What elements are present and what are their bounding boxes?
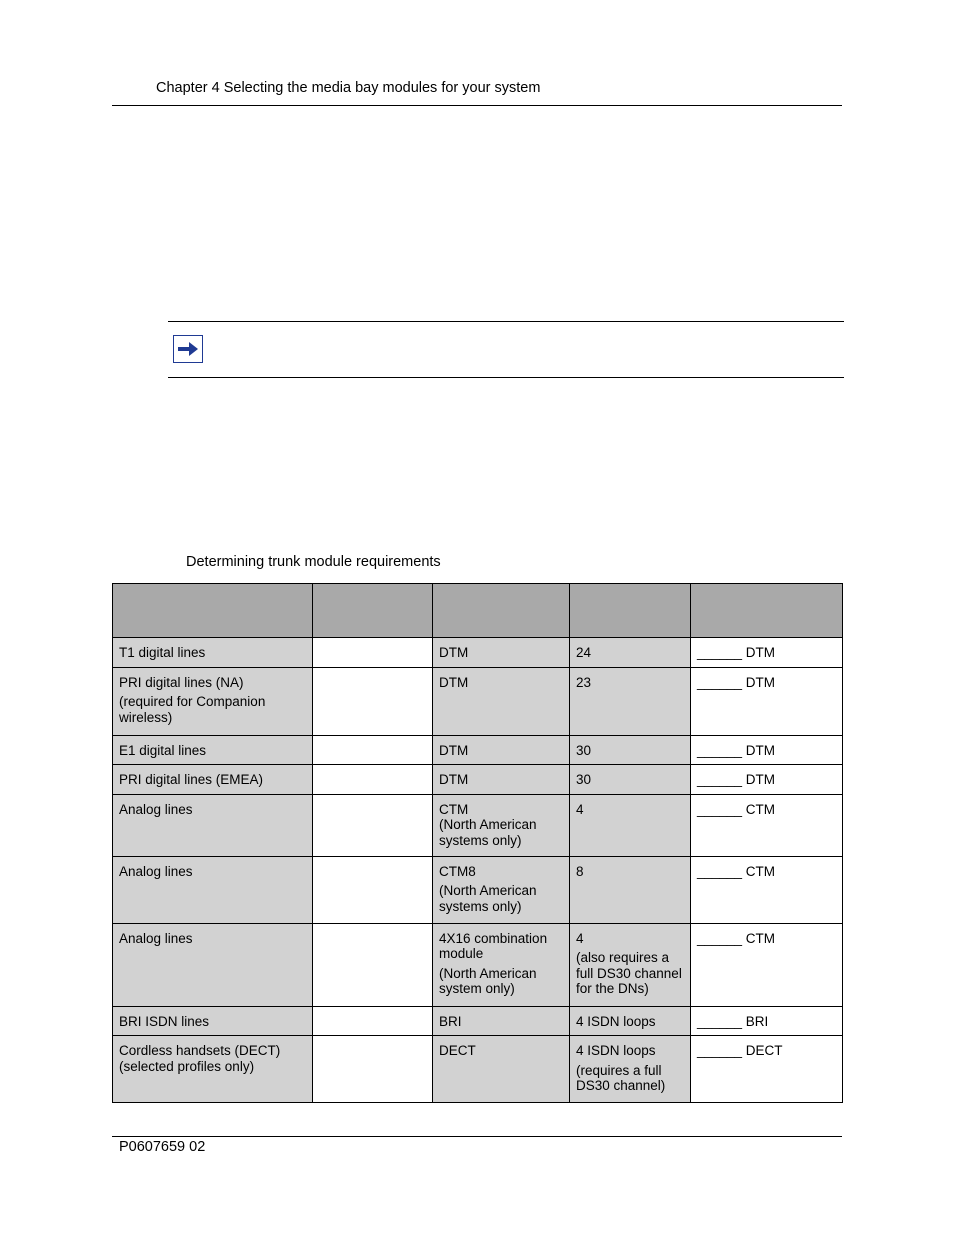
module-cell: DTM [433, 638, 570, 668]
quantity-cell [313, 856, 433, 923]
module-cell: DTM [433, 735, 570, 765]
quantity-cell [313, 765, 433, 795]
trunk-module-table [112, 583, 843, 1103]
capacity-cell: 4 ISDN loops (requires a full DS30 channel) [570, 1036, 691, 1103]
header-cell-capacity [570, 584, 691, 638]
quantity-cell [313, 1006, 433, 1036]
note-bottom-rule [168, 377, 844, 378]
header-cell-module [433, 584, 570, 638]
header-cell-modules-required [691, 584, 843, 638]
table-row [113, 794, 843, 856]
document-number: P0607659 02 [119, 1139, 206, 1155]
table-caption: Determining trunk module requirements [186, 554, 441, 570]
module-cell: BRI [433, 1006, 570, 1036]
quantity-cell [313, 1036, 433, 1103]
line-type-cell: PRI digital lines (EMEA) [113, 765, 313, 795]
quantity-cell [313, 667, 433, 735]
modules-required-cell: ______ DECT [691, 1036, 843, 1103]
table-row [113, 638, 843, 668]
capacity-cell: 8 [570, 856, 691, 923]
header-cell-line-type [113, 584, 313, 638]
module-cell: CTM8 (North American systems only) [433, 856, 570, 923]
module-cell: 4X16 combination module (North American system only) [433, 923, 570, 1006]
line-type-cell: PRI digital lines (NA) (required for Companion wireless) [113, 667, 313, 735]
capacity-cell: 30 [570, 765, 691, 795]
line-type-cell: T1 digital lines [113, 638, 313, 668]
table-row [113, 735, 843, 765]
header-rule [112, 105, 842, 106]
modules-required-cell: ______ CTM [691, 794, 843, 856]
table-row [113, 765, 843, 795]
module-cell: CTM (North American systems only) [433, 794, 570, 856]
line-type-cell: E1 digital lines [113, 735, 313, 765]
capacity-cell: 23 [570, 667, 691, 735]
header-cell-quantity [313, 584, 433, 638]
quantity-cell [313, 638, 433, 668]
running-header: Chapter 4 Selecting the media bay modules for your system [156, 80, 541, 96]
modules-required-cell: ______ DTM [691, 765, 843, 795]
line-type-cell: Analog lines [113, 856, 313, 923]
table-row [113, 1036, 843, 1103]
quantity-cell [313, 923, 433, 1006]
capacity-cell: 4 [570, 794, 691, 856]
quantity-cell [313, 794, 433, 856]
capacity-cell: 30 [570, 735, 691, 765]
note-top-rule [168, 321, 844, 322]
capacity-cell: 4 (also requires a full DS30 channel for the DNs) [570, 923, 691, 1006]
quantity-cell [313, 735, 433, 765]
capacity-cell: 24 [570, 638, 691, 668]
modules-required-cell: ______ CTM [691, 856, 843, 923]
modules-required-cell: ______ BRI [691, 1006, 843, 1036]
table-row [113, 856, 843, 923]
footer-rule [112, 1136, 842, 1137]
modules-required-cell: ______ CTM [691, 923, 843, 1006]
module-cell: DECT [433, 1036, 570, 1103]
table-row [113, 923, 843, 1006]
line-type-cell: Analog lines [113, 923, 313, 1006]
table-header-row [113, 584, 843, 638]
right-arrow-icon [173, 335, 203, 363]
capacity-cell: 4 ISDN loops [570, 1006, 691, 1036]
table-row [113, 667, 843, 735]
table-row [113, 1006, 843, 1036]
line-type-cell: BRI ISDN lines [113, 1006, 313, 1036]
module-cell: DTM [433, 667, 570, 735]
modules-required-cell: ______ DTM [691, 667, 843, 735]
module-cell: DTM [433, 765, 570, 795]
modules-required-cell: ______ DTM [691, 638, 843, 668]
modules-required-cell: ______ DTM [691, 735, 843, 765]
line-type-cell: Analog lines [113, 794, 313, 856]
line-type-cell: Cordless handsets (DECT) (selected profiles only) [113, 1036, 313, 1103]
